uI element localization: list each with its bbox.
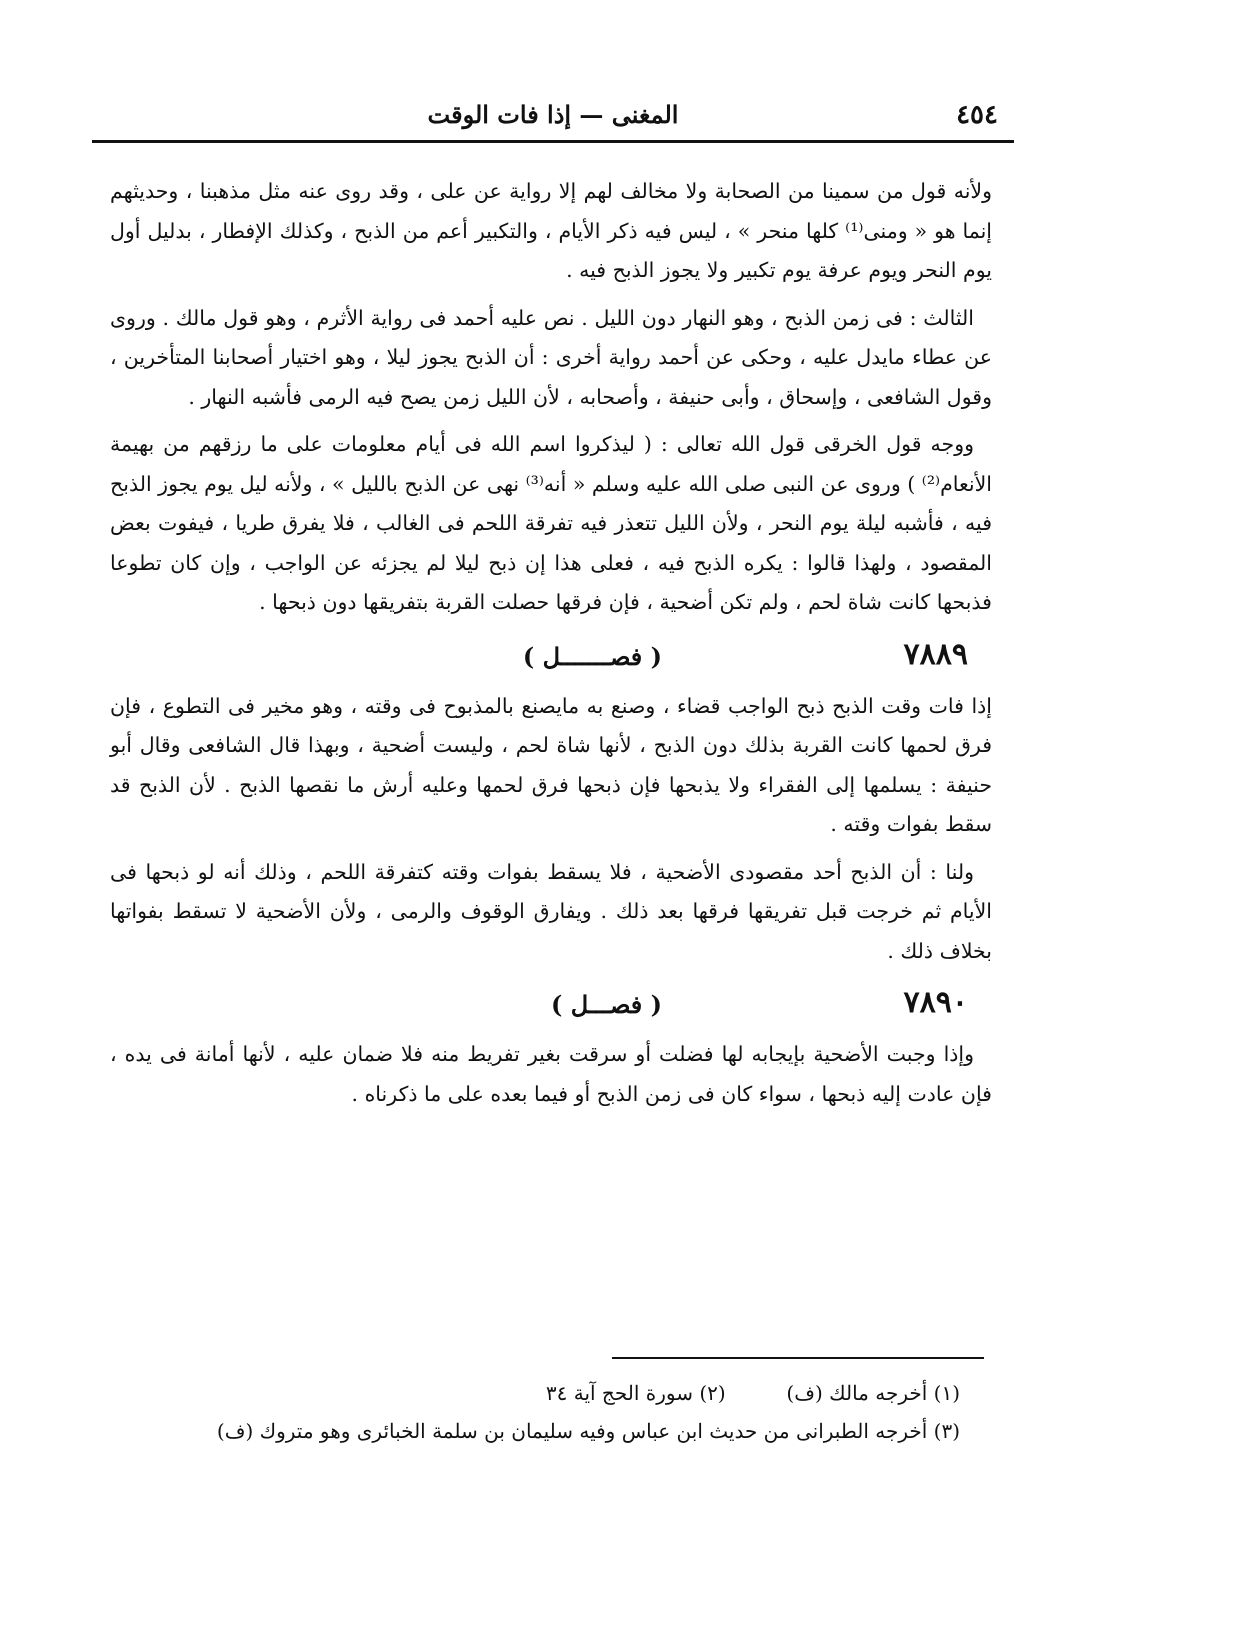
paragraph-third-time-of-slaughter: الثالث : فى زمن الذبح ، وهو النهار دون الليل . نص عليه أحمد فى رواية الأثرم ، وهو قول مالك . وروى عن عطاء مايدل عليه ، وحكى عن أحمد رواية أخرى : أن الذبح يجوز ليلا ، وهو اختيار أصحابنا المتأخرين ، وقول الشافعى ، وإسحاق ، وأبى حنيفة ، وأصحابه ، لأن الليل زمن يصح فيه الرمى فأشبه النهار . xyxy=(110,305,992,409)
section-number: ٧٨٨٩ xyxy=(903,636,968,672)
paragraph-our-view: ولنا : أن الذبح أحد مقصودى الأضحية ، فلا يسقط بفوات وقته كتفرقة اللحم ، وذلك أنه لو ذبحها فى الأيام ثم خرجت قبل تفريقها فرقها بعد ذلك . ويفارق الوقوف والرمى ، ولأن الأضحية لا تسقط بفواتها بخلاف ذلك . xyxy=(110,859,992,963)
page-header xyxy=(108,96,998,140)
paragraph-kharaqi-argument: ووجه قول الخرقى قول الله تعالى : ( ليذكروا اسم الله فى أيام معلومات على ما رزقهم من بهيمة الأنعام⁽²⁾ ) وروى عن النبى صلى الله عليه وسلم « أنه⁽³⁾ نهى عن الذبح بالليل » ، ولأنه ليل يوم يجوز الذبح فيه ، فأشبه ليلة يوم النحر ، ولأن الليل تتعذر فيه تفرقة اللحم فى الغالب ، فلا يفرق طريا ، فيفوت بعض المقصود ، ولهذا قالوا : يكره الذبح فيه ، فعلى هذا إن ذبح ليلا لم يجزئه عن الواجب ، وإن كان تطوعا فذبحها كانت شاة لحم ، ولم تكن أضحية ، فإن فرقها حصلت القربة بتفريقها دون ذبحها . xyxy=(110,432,992,614)
paragraph-lost-sacrifice: وإذا وجبت الأضحية بإيجابه لها فضلت أو سرقت بغير تفريط منه فلا ضمان عليه ، لأنها أمانة فى يده ، فإن عادت إليه ذبحها ، سواء كان فى زمن الذبح أو فيما بعده على ما ذكرناه . xyxy=(110,1042,992,1106)
main-text xyxy=(110,172,992,1122)
footnote-row xyxy=(200,1412,960,1450)
footnotes xyxy=(200,1374,960,1450)
section-label: ( فصـــل ) xyxy=(551,990,662,1019)
paragraph-missed-time: إذا فات وقت الذبح ذبح الواجب قضاء ، وصنع به مايصنع بالمذبوح فى وقته ، وهو مخير فى التطوع ، فإن فرق لحمها كانت القربة بذلك دون الذبح ، لأنها شاة لحم ، وليست أضحية ، وبهذا قال الشافعى وقال أبو حنيفة : يسلمها إلى الفقراء ولا يذبحها فإن ذبحها فرق لحمها وعليه أرش ما نقصها الذبح . لأن الذبح قد سقط بفوات وقته . xyxy=(110,693,992,836)
header-rule xyxy=(92,140,1014,143)
section-number: ٧٨٩٠ xyxy=(903,985,968,1020)
page-number: ٤٥٤ xyxy=(956,100,998,130)
footnote-row xyxy=(200,1374,960,1412)
footnote-separator xyxy=(612,1357,984,1359)
section-label: ( فصـــــــل ) xyxy=(522,641,662,671)
footnote-3: (٣) أخرجه الطبرانى من حديث ابن عباس وفيه سليمان بن سلمة الخبائرى وهو متروك (ف) xyxy=(216,1419,960,1443)
footnote-1: (١) أخرجه مالك (ف) xyxy=(786,1381,960,1405)
footnote-2: (٢) سورة الحج آية ٣٤ xyxy=(545,1381,726,1405)
running-title: المغنى — إذا فات الوقت xyxy=(427,100,679,129)
section-heading-7890 xyxy=(110,979,992,1031)
paragraph-tradition: ولأنه قول من سمينا من الصحابة ولا مخالف لهم إلا رواية عن على ، وقد روى عنه مثل مذهبنا ، وحديثهم إنما هو « ومنى⁽¹⁾ كلها منحر » ، ليس فيه ذكر الأيام ، والتكبير أعم من الذبح ، وكذلك الإفطار ، بدليل أول يوم النحر ويوم عرفة يوم تكبير ولا يجوز الذبح فيه . xyxy=(110,179,992,282)
section-heading-7889 xyxy=(110,631,992,683)
